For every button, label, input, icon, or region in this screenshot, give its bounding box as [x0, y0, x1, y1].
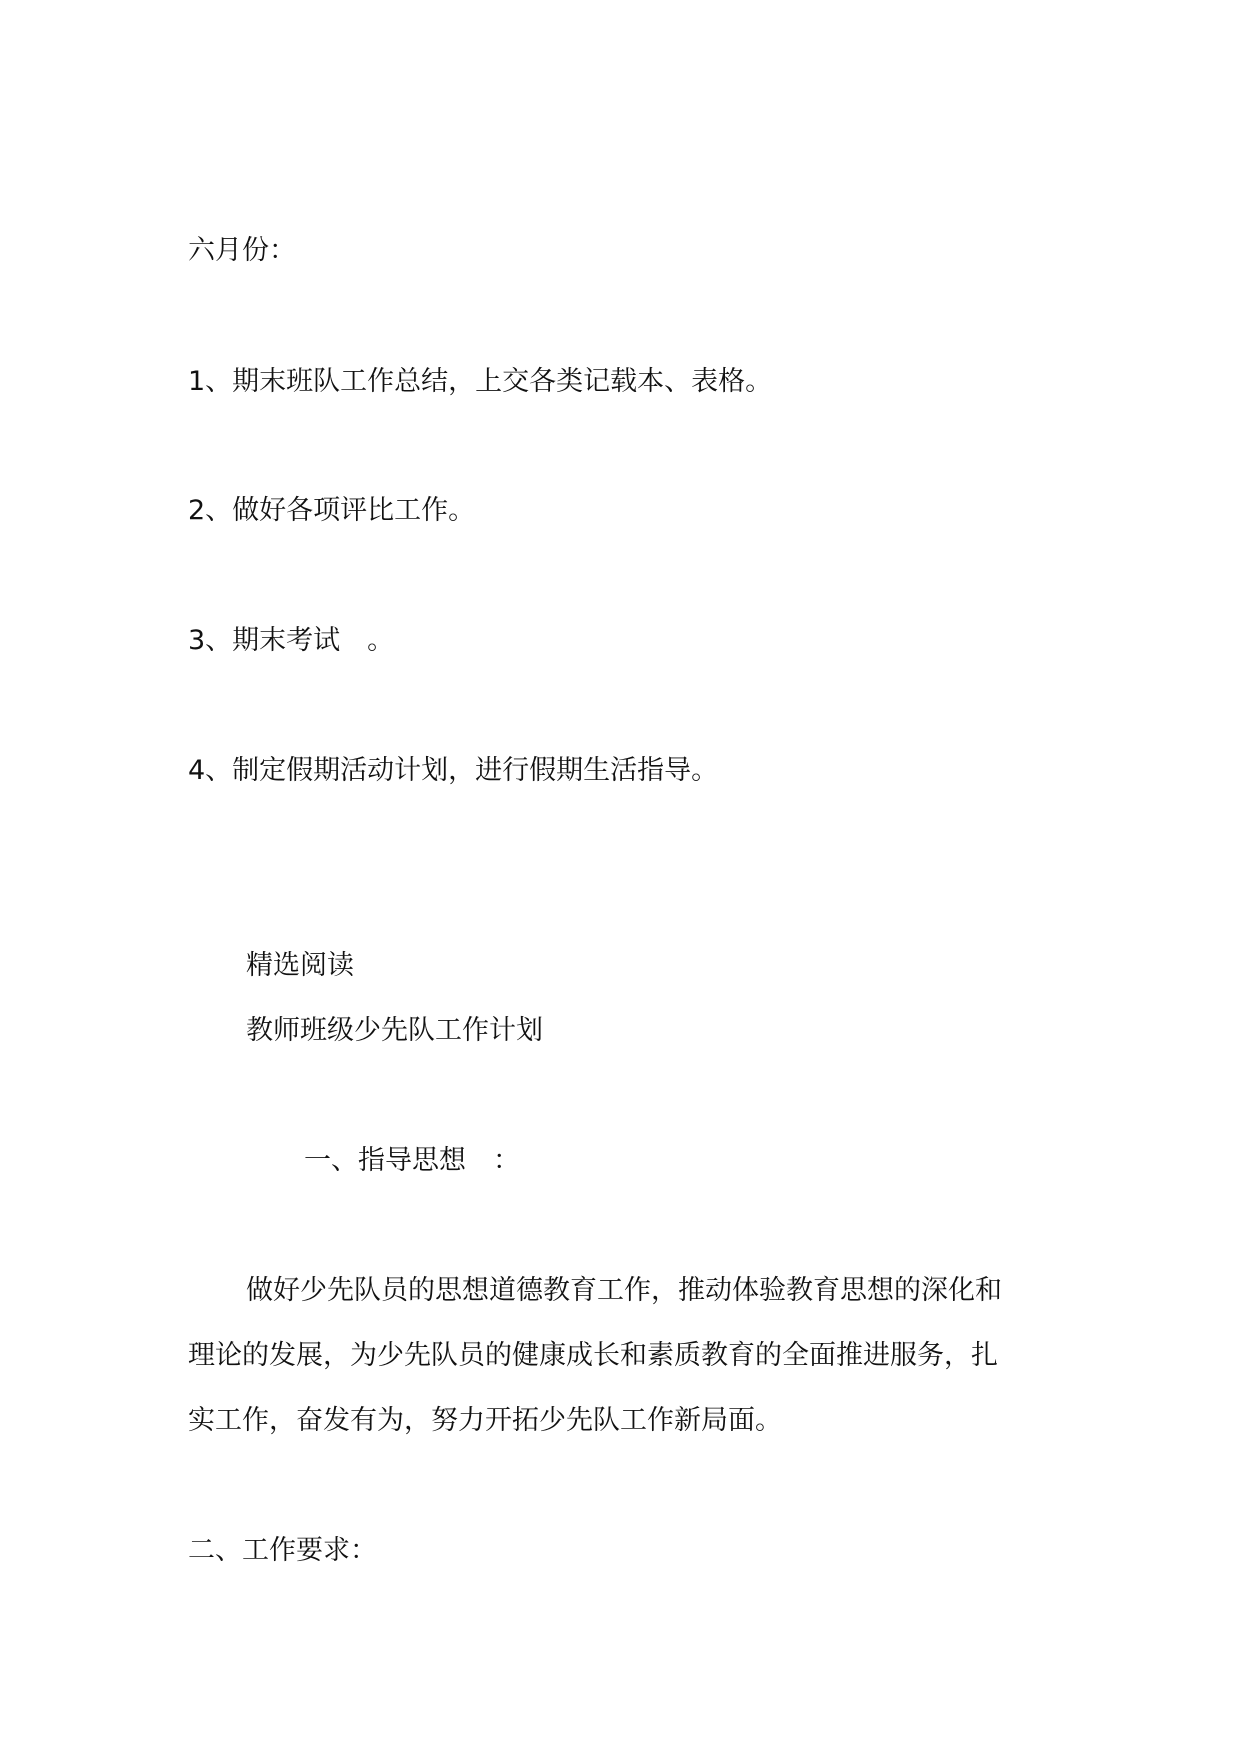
june-item-4: 4、制定假期活动计划，进行假期生活指导。	[188, 755, 719, 786]
featured-reading-label: 精选阅读	[246, 950, 354, 981]
june-item-3: 3、期末考试 。	[188, 625, 395, 656]
section-1-heading: 一、指导思想 ：	[304, 1145, 520, 1176]
section-1-paragraph-line-2: 理论的发展，为少先队员的健康成长和素质教育的全面推进服务，扎	[188, 1340, 998, 1371]
june-item-1: 1、期末班队工作总结，上交各类记载本、表格。	[188, 366, 773, 397]
section-2-heading: 二、工作要求：	[188, 1535, 377, 1566]
article-title: 教师班级少先队工作计划	[246, 1015, 543, 1046]
section-1-paragraph-line-3: 实工作，奋发有为，努力开拓少先队工作新局面。	[188, 1405, 782, 1436]
section-1-paragraph-line-1: 做好少先队员的思想道德教育工作，推动体验教育思想的深化和	[246, 1275, 1002, 1306]
month-heading: 六月份：	[188, 235, 296, 266]
june-item-2: 2、做好各项评比工作。	[188, 495, 476, 526]
